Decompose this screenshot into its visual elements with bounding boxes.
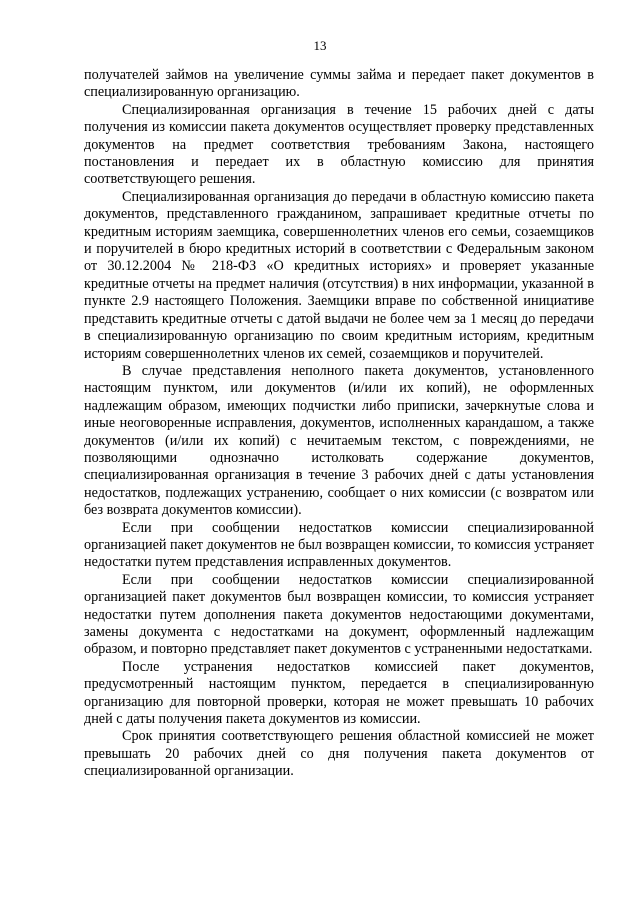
paragraph-continuation: получателей займов на увеличение суммы займа и передает пакет документов в специализированную организацию. bbox=[84, 67, 594, 101]
paragraph: Срок принятия соответствующего решения областной комиссией не может превышать 20 рабочих дней со дня получения пакета документов от специализированной организации. bbox=[84, 728, 594, 780]
body-text bbox=[84, 67, 594, 781]
paragraph: Если при сообщении недостатков комиссии специализированной организацией пакет документов не был возвращен комиссии, то комиссия устраняет недостатки путем представления исправленных документов. bbox=[84, 519, 594, 571]
paragraph: Специализированная организация до передачи в областную комиссию пакета документов, представленного гражданином, запрашивает кредитные отчеты по кредитным историям заемщика, совершеннолетних членов его семьи, созаемщиков и поручителей в бюро кредитных историй в соответствии с Федеральным законом от 30.12.2004 № 218-ФЗ «О кредитных историях» и проверяет указанные кредитные отчеты на предмет наличия (отсутствия) в них информации, указанной в пункте 2.9 настоящего Положения. Заемщики вправе по собственной инициативе представить кредитные отчеты с датой выдачи не более чем за 1 месяц до передачи в специализированную организацию по своим кредитным историям, кредитным историям совершеннолетних членов их семей, созаемщиков и поручителей. bbox=[84, 188, 594, 362]
paragraph: В случае представления неполного пакета документов, установленного настоящим пунктом, или документов (и/или их копий), не оформленных надлежащим образом, имеющих подчистки либо приписки, зачеркнутые слова и иные неоговоренные исправления, документов, исполненных карандашом, а также документов (и/или их копий) с нечитаемым текстом, с повреждениями, не позволяющими однозначно истолковать содержание документов, специализированная организация в течение 3 рабочих дней с даты установления недостатков, подлежащих устранению, сообщает о них комиссии (с возвратом или без возврата документов комиссии). bbox=[84, 362, 594, 519]
paragraph: После устранения недостатков комиссией пакет документов, предусмотренный настоящим пунктом, передается в специализированную организацию для повторной проверки, которая не может превышать 10 рабочих дней с даты получения пакета документов из комиссии. bbox=[84, 658, 594, 728]
paragraph: Если при сообщении недостатков комиссии специализированной организацией пакет документов был возвращен комиссии, то комиссия устраняет недостатки путем дополнения пакета документов недостающими документами, замены документа с недостатками на документ, оформленный надлежащим образом, и повторно представляет пакет документов с устраненными недостатками. bbox=[84, 571, 594, 658]
page-number: 13 bbox=[313, 38, 327, 53]
paragraph: Специализированная организация в течение 15 рабочих дней с даты получения из комиссии пакета документов осуществляет проверку представленных документов на предмет соответствия требованиям Закона, настоящего постановления и передает их в областную комиссию для принятия соответствующего решения. bbox=[84, 101, 594, 188]
